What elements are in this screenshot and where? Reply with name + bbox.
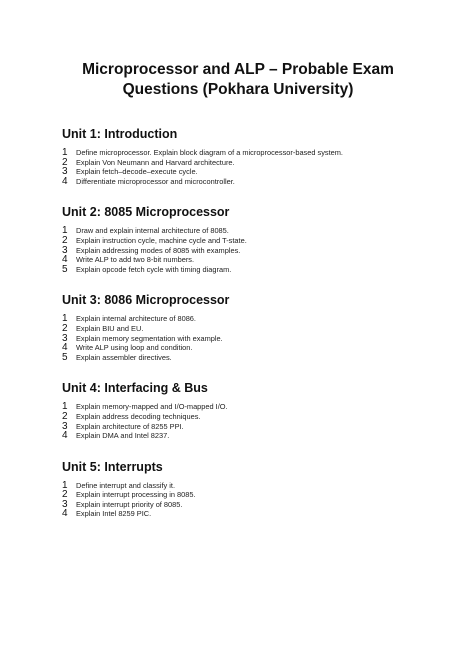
question-item	[62, 167, 414, 177]
unit-section	[62, 126, 414, 186]
question-text: Explain memory segmentation with example.	[76, 333, 223, 343]
units-container	[62, 126, 414, 519]
question-number: 4	[62, 430, 68, 442]
question-number: 2	[62, 322, 68, 334]
question-number: 3	[62, 498, 68, 510]
question-item	[62, 177, 414, 187]
question-item	[62, 324, 414, 334]
question-text: Explain Intel 8259 PIC.	[76, 509, 152, 519]
question-text: Explain opcode fetch cycle with timing diagram.	[76, 264, 232, 274]
question-number: 4	[62, 342, 68, 354]
page-title-line-2: Questions (Pokhara University)	[122, 81, 354, 98]
question-number: 5	[62, 351, 68, 363]
question-item	[62, 334, 414, 344]
question-number: 4	[62, 254, 68, 266]
question-item	[62, 148, 414, 158]
question-number: 1	[62, 401, 68, 413]
question-number: 2	[62, 410, 68, 422]
question-text: Explain DMA and Intel 8237.	[76, 431, 170, 441]
question-text: Explain interrupt processing in 8085.	[76, 490, 196, 500]
question-item	[62, 236, 414, 246]
question-item	[62, 246, 414, 256]
question-list	[62, 226, 414, 274]
question-item	[62, 412, 414, 422]
question-number: 4	[62, 175, 68, 187]
question-text: Explain address decoding techniques.	[76, 411, 201, 421]
question-item	[62, 402, 414, 412]
question-list	[62, 402, 414, 440]
question-text: Explain internal architecture of 8086.	[76, 314, 196, 324]
question-text: Write ALP to add two 8-bit numbers.	[76, 255, 195, 265]
question-item	[62, 431, 414, 441]
question-text: Define interrupt and classify it.	[76, 480, 175, 490]
unit-section	[62, 204, 414, 274]
unit-heading: Unit 4: Interfacing & Bus	[62, 381, 208, 396]
question-item	[62, 158, 414, 168]
question-text: Explain Von Neumann and Harvard architecture.	[76, 157, 235, 167]
question-number: 3	[62, 332, 68, 344]
question-number: 1	[62, 479, 68, 491]
unit-heading: Unit 2: 8085 Microprocessor	[62, 205, 230, 220]
question-text: Define microprocessor. Explain block diagram of a microprocessor-based system.	[76, 148, 343, 157]
unit-section	[62, 380, 414, 440]
question-item	[62, 255, 414, 265]
question-text: Explain fetch–decode–execute cycle.	[76, 167, 198, 177]
question-list	[62, 314, 414, 362]
question-number: 4	[62, 508, 68, 520]
question-item	[62, 490, 414, 500]
question-item	[62, 353, 414, 363]
question-text: Explain addressing modes of 8085 with examples.	[76, 245, 241, 255]
unit-heading: Unit 3: 8086 Microprocessor	[62, 293, 230, 308]
unit-section	[62, 292, 414, 362]
question-text: Explain assembler directives.	[76, 352, 172, 362]
question-text: Explain BIU and EU.	[76, 323, 144, 333]
page-title-line-1: Microprocessor and ALP – Probable Exam	[82, 61, 394, 78]
question-number: 2	[62, 234, 68, 246]
question-number: 5	[62, 263, 68, 275]
question-text: Draw and explain internal architecture of 8085.	[76, 226, 229, 236]
unit-heading: Unit 1: Introduction	[62, 127, 178, 141]
question-item	[62, 265, 414, 275]
question-number: 2	[62, 156, 68, 168]
unit-section	[62, 459, 414, 519]
question-number: 1	[62, 313, 68, 325]
question-text: Explain instruction cycle, machine cycle and T-state.	[76, 235, 247, 245]
question-number: 3	[62, 166, 68, 178]
question-item	[62, 509, 414, 519]
question-text: Explain memory-mapped and I/O-mapped I/O.	[76, 402, 228, 412]
question-text: Write ALP using loop and condition.	[76, 343, 193, 353]
question-item	[62, 422, 414, 432]
question-list	[62, 148, 414, 186]
question-number: 2	[62, 489, 68, 501]
question-number: 3	[62, 244, 68, 256]
question-text: Explain interrupt priority of 8085.	[76, 499, 183, 509]
question-item	[62, 481, 414, 491]
question-item	[62, 226, 414, 236]
question-item	[62, 343, 414, 353]
question-text: Explain architecture of 8255 PPI.	[76, 421, 184, 431]
question-number: 1	[62, 147, 68, 158]
question-item	[62, 314, 414, 324]
question-text: Differentiate microprocessor and microcontroller.	[76, 176, 235, 186]
page-title	[62, 60, 414, 100]
question-list	[62, 481, 414, 519]
unit-heading: Unit 5: Interrupts	[62, 459, 163, 474]
question-number: 3	[62, 420, 68, 432]
question-number: 1	[62, 225, 68, 237]
question-item	[62, 500, 414, 510]
